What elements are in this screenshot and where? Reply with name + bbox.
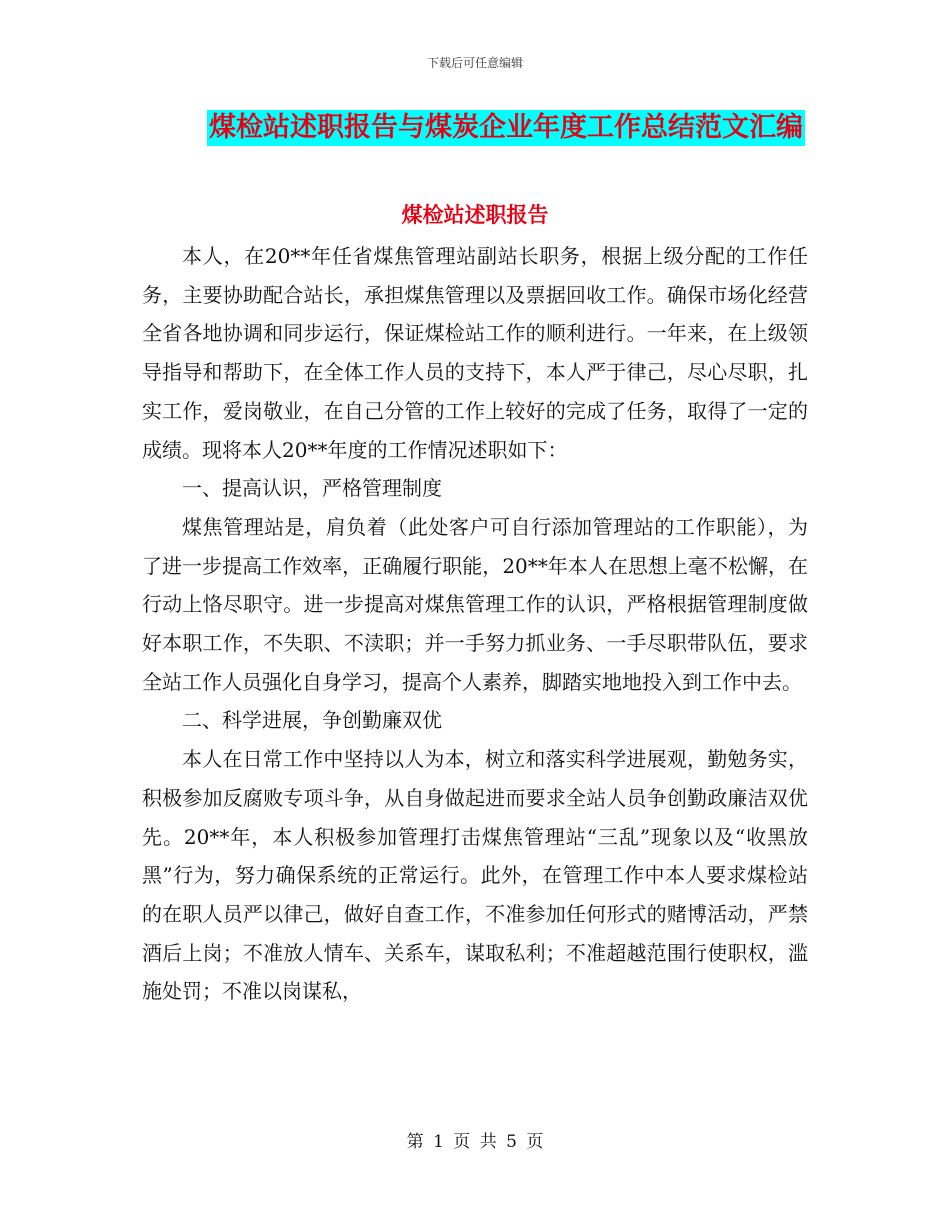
document-title: 煤检站述职报告与煤炭企业年度工作总结范文汇编 (207, 110, 805, 146)
page-number-footer: 第 1 页 共 5 页 (406, 1132, 544, 1152)
document-body (142, 237, 808, 1011)
heading-one: 一、提高认识，严格管理制度 (182, 476, 442, 501)
heading-two: 二、科学进展，争创勤廉双优 (182, 708, 442, 733)
page-header-note: 下载后可任意编辑 (426, 56, 523, 70)
paragraph-management: 煤焦管理站是，肩负着（此处客户可自行添加管理站的工作职能），为了进一步提高工作效率，正确履行职能，20**年本人在思想上毫不松懈，在行动上恪尽职守。进一步提高对煤焦管理工作的认识，严格根据管理制度做好本职工作，不失职、不渎职；并一手努力抓业务、一手尽职带队伍，要求全站工作人员强化自身学习，提高个人素养，脚踏实地地投入到工作中去。 (142, 514, 808, 694)
paragraph-integrity: 本人在日常工作中坚持以人为本，树立和落实科学进展观，勤勉务实，积极参加反腐败专项斗争，从自身做起进而要求全站人员争创勤政廉洁双优先。20**年，本人积极参加管理打击煤焦管理站“三乱”现象以及“收黑放黑”行为，努力确保系统的正常运行。此外，在管理工作中本人要求煤检站的在职人员严以律己，做好自查工作，不准参加任何形式的赌博活动，严禁酒后上岗；不准放人情车、关系车，谋取私利；不准超越范围行使职权，滥施处罚；不准以岗谋私， (142, 747, 808, 1004)
section-title: 煤检站述职报告 (401, 202, 549, 227)
paragraph-intro: 本人，在20**年任省煤焦管理站副站长职务，根据上级分配的工作任务，主要协助配合站长，承担煤焦管理以及票据回收工作。确保市场化经营全省各地协调和同步运行，保证煤检站工作的顺利进行。一年来，在上级领导指导和帮助下，在全体工作人员的支持下，本人严于律己，尽心尽职，扎实工作，爱岗敬业，在自己分管的工作上较好的完成了任务，取得了一定的成绩。现将本人20**年度的工作情况述职如下： (142, 244, 808, 462)
